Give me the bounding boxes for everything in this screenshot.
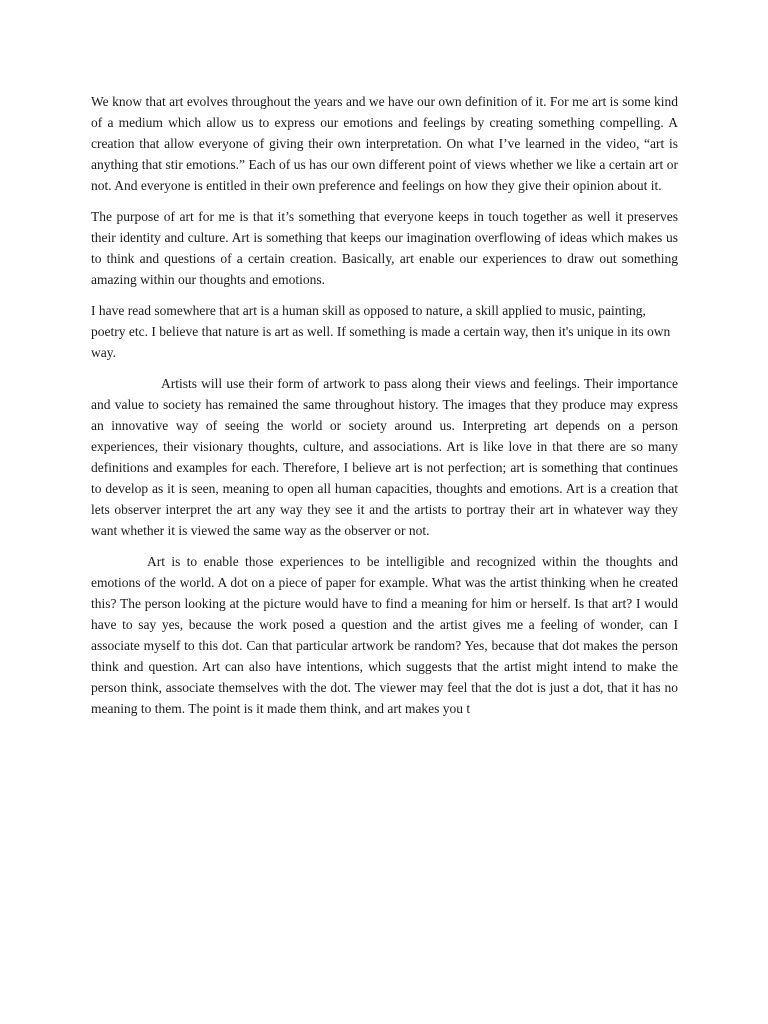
paragraph-dot-example: Art is to enable those experiences to be intelligible and recognized within the thoughts and emotions of the world. A dot on a piece of paper for example. What was the artist thinking when he created this? The person looking at the picture would have to find a meaning for him or herself. Is that art? I would have to say yes, because the work posed a question and the artist gives me a feeling of wonder, can I associate myself to this dot. Can that particular artwork be random? Yes, because that dot makes the person think and question. Art can also have intentions, which suggests that the artist might intend to make the person think, associate themselves with the dot. The viewer may feel that the dot is just a dot, that it has no meaning to them. The point is it made them think, and art makes you t (91, 554, 678, 716)
paragraph-art-as-skill: I have read somewhere that art is a human skill as opposed to nature, a skill applied to music, painting, poetry etc. I believe that nature is art as well. If something is made a certain way, then it's unique in its own way. (91, 303, 671, 360)
essay-body (91, 91, 678, 729)
paragraph-artists-views: Artists will use their form of artwork to pass along their views and feelings. Their importance and value to society has remained the same throughout history. The images that they produce may express an innovative way of seeing the world or society around us. Interpreting art depends on a person experiences, their visionary thoughts, culture, and associations. Art is like love in that there are so many definitions and examples for each. Therefore, I believe art is not perfection; art is something that continues to develop as it is seen, meaning to open all human capacities, thoughts and emotions. Art is a creation that lets observer interpret the art any way they see it and the artists to portray their art in whatever way they want whether it is viewed the same way as the observer or not. (91, 376, 678, 538)
paragraph-art-definition: We know that art evolves throughout the years and we have our own definition of it. For me art is some kind of a medium which allow us to express our emotions and feelings by creating something compelling. A creation that allow everyone of giving their own interpretation. On what I’ve learned in the video, “art is anything that stir emotions.” Each of us has our own different point of views whether we like a certain art or not. And everyone is entitled in their own preference and feelings on how they give their opinion about it. (91, 94, 678, 193)
paragraph-purpose-of-art: The purpose of art for me is that it’s something that everyone keeps in touch together as well it preserves their identity and culture. Art is something that keeps our imagination overflowing of ideas which makes us to think and questions of a certain creation. Basically, art enable our experiences to draw out something amazing within our thoughts and emotions. (91, 209, 678, 287)
